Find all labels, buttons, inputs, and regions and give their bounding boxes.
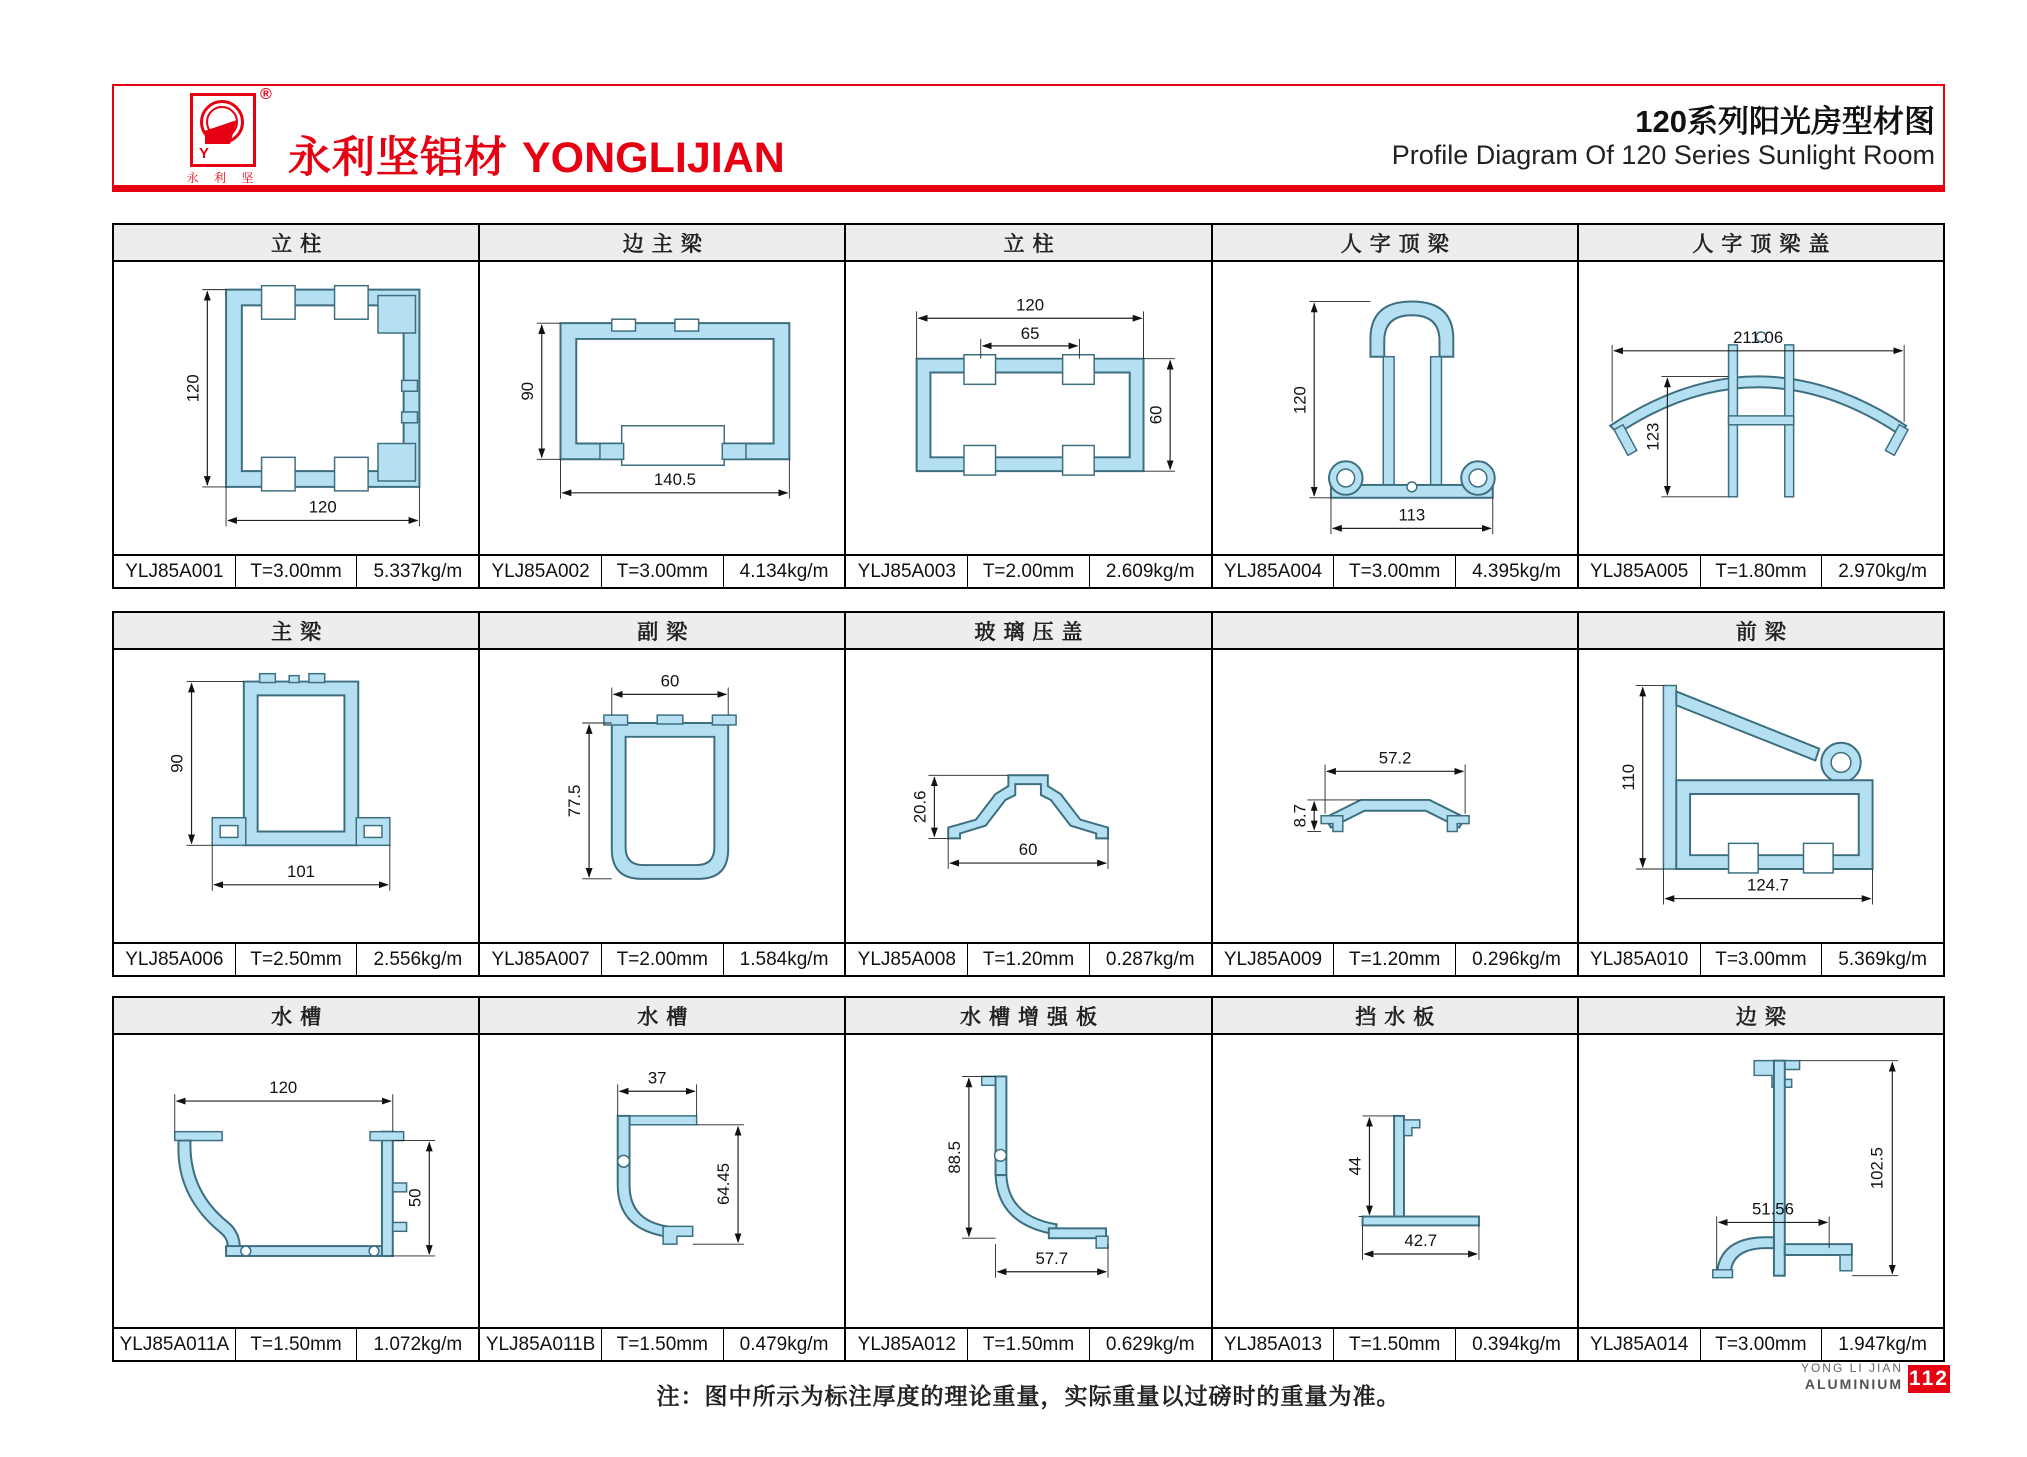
profile-title: 挡水板 bbox=[1213, 998, 1577, 1035]
weight: 0.287kg/m bbox=[1105, 948, 1195, 970]
thickness: T=2.00mm bbox=[602, 944, 724, 975]
profile-cell-a001 bbox=[114, 225, 480, 587]
thickness: T=1.50mm bbox=[602, 1329, 724, 1360]
model-code: YLJ85A013 bbox=[1213, 1329, 1335, 1360]
model-code: YLJ85A011B bbox=[480, 1329, 602, 1360]
model-code: YLJ85A008 bbox=[846, 944, 968, 975]
profile-drawing bbox=[846, 262, 1210, 554]
profile-svg-a009 bbox=[1213, 650, 1577, 942]
profile-spec-row bbox=[1213, 1327, 1577, 1360]
weight: 5.369kg/m bbox=[1838, 948, 1928, 970]
profile-drawing bbox=[846, 650, 1210, 942]
profile-title: 水槽 bbox=[480, 998, 844, 1035]
profile-title: 边主梁 bbox=[480, 225, 844, 262]
profile-svg-a011a bbox=[114, 1035, 478, 1327]
page-footer-brand-line2: ALUMINIUM bbox=[1804, 1375, 1903, 1392]
profile-spec-row bbox=[480, 942, 844, 975]
profile-svg-a005 bbox=[1579, 262, 1943, 554]
profile-cell-a004 bbox=[1213, 225, 1579, 587]
profile-title: 前梁 bbox=[1579, 613, 1943, 650]
profile-title: 主梁 bbox=[114, 613, 478, 650]
profile-cell-a010 bbox=[1579, 613, 1943, 975]
dim-label: 211.06 bbox=[1732, 327, 1783, 347]
brand-name-en: YONGLIJIAN bbox=[522, 134, 785, 182]
profile-drawing bbox=[114, 262, 478, 554]
dim-label: 65 bbox=[1021, 323, 1040, 343]
dim-label: 44 bbox=[1345, 1156, 1365, 1176]
dim-label: 88.5 bbox=[945, 1141, 965, 1174]
profile-cell-a012 bbox=[846, 998, 1212, 1360]
model-code: YLJ85A014 bbox=[1579, 1329, 1701, 1360]
profile-title: 立柱 bbox=[846, 225, 1210, 262]
profile-spec-row bbox=[480, 1327, 844, 1360]
brand-name-cn: 永利坚铝材 bbox=[288, 134, 508, 182]
weight: 5.337kg/m bbox=[373, 560, 463, 582]
weight: 4.134kg/m bbox=[739, 560, 829, 582]
dim-label: 42.7 bbox=[1404, 1231, 1437, 1251]
dim-label: 20.6 bbox=[910, 790, 930, 824]
weight: 0.629kg/m bbox=[1105, 1333, 1195, 1355]
thickness: T=1.50mm bbox=[236, 1329, 358, 1360]
profile-cell-a002 bbox=[480, 225, 846, 587]
logo-small-caption: 永 利 坚 bbox=[186, 171, 260, 185]
profile-spec-row bbox=[114, 1327, 478, 1360]
profile-cell-a003 bbox=[846, 225, 1212, 587]
registered-trademark-icon: ® bbox=[260, 86, 272, 103]
profile-cell-a007 bbox=[480, 613, 846, 975]
model-code: YLJ85A012 bbox=[846, 1329, 968, 1360]
profile-drawing bbox=[1213, 650, 1577, 942]
profile-svg-a014 bbox=[1579, 1035, 1943, 1327]
profile-spec-row bbox=[1579, 554, 1943, 587]
weight: 1.947kg/m bbox=[1838, 1333, 1928, 1355]
profile-cell-a005 bbox=[1579, 225, 1943, 587]
profile-cell-a009 bbox=[1213, 613, 1579, 975]
profile-svg-a010 bbox=[1579, 650, 1943, 942]
profile-svg-a003 bbox=[846, 262, 1210, 554]
thickness: T=3.00mm bbox=[1334, 556, 1456, 587]
profile-drawing bbox=[846, 1035, 1210, 1327]
profile-spec-row bbox=[1213, 942, 1577, 975]
profile-table-row-2 bbox=[112, 611, 1945, 977]
dim-label: 37 bbox=[648, 1068, 667, 1088]
dim-label: 140.5 bbox=[654, 469, 697, 489]
model-code: YLJ85A011A bbox=[114, 1329, 236, 1360]
page-title: 120系列阳光房型材图 bbox=[1635, 104, 1935, 139]
dim-label: 60 bbox=[660, 671, 680, 691]
page-footer-brand bbox=[1801, 1362, 1903, 1392]
profile-svg-a008 bbox=[846, 650, 1210, 942]
profile-spec-row bbox=[846, 1327, 1210, 1360]
dim-label: 120 bbox=[269, 1078, 298, 1098]
profile-cell-a011b bbox=[480, 998, 846, 1360]
thickness: T=2.00mm bbox=[968, 556, 1090, 587]
profile-cell-a008 bbox=[846, 613, 1212, 975]
profile-title: 边梁 bbox=[1579, 998, 1943, 1035]
model-code: YLJ85A001 bbox=[114, 556, 236, 587]
thickness: T=1.20mm bbox=[1334, 944, 1456, 975]
dim-label: 77.5 bbox=[565, 784, 585, 818]
weight: 4.395kg/m bbox=[1472, 560, 1561, 582]
dim-label: 57.2 bbox=[1378, 748, 1412, 768]
thickness: T=1.50mm bbox=[968, 1329, 1090, 1360]
profile-svg-a011b bbox=[480, 1035, 844, 1327]
profile-title bbox=[1213, 613, 1577, 650]
model-code: YLJ85A006 bbox=[114, 944, 236, 975]
header-red-band bbox=[112, 185, 1945, 192]
profile-title: 立柱 bbox=[114, 225, 478, 262]
profile-spec-row bbox=[114, 554, 478, 587]
page-footer-brand-line1: YONG LI JIAN bbox=[1800, 1361, 1903, 1375]
dim-label: 113 bbox=[1398, 505, 1425, 525]
thickness: T=1.20mm bbox=[968, 944, 1090, 975]
model-code: YLJ85A005 bbox=[1579, 556, 1701, 587]
thickness: T=1.80mm bbox=[1701, 556, 1823, 587]
profile-spec-row bbox=[1213, 554, 1577, 587]
page-subtitle: Profile Diagram Of 120 Series Sunlight Room bbox=[1391, 140, 1935, 170]
thickness: T=2.50mm bbox=[236, 944, 358, 975]
profile-spec-row bbox=[1579, 1327, 1943, 1360]
thickness: T=3.00mm bbox=[236, 556, 358, 587]
dim-label: 101 bbox=[287, 861, 316, 881]
profile-svg-a002 bbox=[480, 262, 844, 554]
profile-title: 水槽增强板 bbox=[846, 998, 1210, 1035]
profile-cell-a014 bbox=[1579, 998, 1943, 1360]
dim-label: 123 bbox=[1643, 422, 1663, 451]
company-logo-icon bbox=[190, 93, 256, 167]
profile-spec-row bbox=[846, 942, 1210, 975]
model-code: YLJ85A007 bbox=[480, 944, 602, 975]
profile-svg-a004 bbox=[1213, 262, 1577, 554]
dim-label: 50 bbox=[405, 1188, 425, 1208]
model-code: YLJ85A010 bbox=[1579, 944, 1701, 975]
profile-spec-row bbox=[480, 554, 844, 587]
profile-table-row-3 bbox=[112, 996, 1945, 1362]
profile-svg-a013 bbox=[1213, 1035, 1577, 1327]
profile-drawing bbox=[480, 262, 844, 554]
thickness: T=3.00mm bbox=[1701, 944, 1823, 975]
dim-label: 57.7 bbox=[1035, 1248, 1069, 1268]
dim-label: 124.7 bbox=[1746, 875, 1789, 895]
profile-drawing bbox=[1213, 1035, 1577, 1327]
dim-label: 64.45 bbox=[714, 1162, 734, 1205]
thickness: T=3.00mm bbox=[1701, 1329, 1823, 1360]
dim-label: 60 bbox=[1019, 840, 1038, 860]
profile-drawing bbox=[1213, 262, 1577, 554]
profile-svg-a012 bbox=[846, 1035, 1210, 1327]
weight: 2.609kg/m bbox=[1105, 560, 1195, 582]
dim-label: 51.56 bbox=[1751, 1199, 1794, 1219]
profile-drawing bbox=[480, 650, 844, 942]
weight: 0.394kg/m bbox=[1472, 1333, 1561, 1355]
profile-title: 水槽 bbox=[114, 998, 478, 1035]
profile-drawing bbox=[114, 650, 478, 942]
profile-svg-a001 bbox=[114, 262, 478, 554]
model-code: YLJ85A009 bbox=[1213, 944, 1335, 975]
thickness: T=1.50mm bbox=[1334, 1329, 1456, 1360]
profile-spec-row bbox=[846, 554, 1210, 587]
model-code: YLJ85A003 bbox=[846, 556, 968, 587]
profile-cell-a011a bbox=[114, 998, 480, 1360]
profile-drawing bbox=[1579, 1035, 1943, 1327]
profile-drawing bbox=[1579, 262, 1943, 554]
brand-name bbox=[288, 124, 785, 185]
thickness: T=3.00mm bbox=[602, 556, 724, 587]
dim-label: 102.5 bbox=[1867, 1147, 1887, 1190]
dim-label: 110 bbox=[1618, 763, 1638, 791]
profile-svg-a007 bbox=[480, 650, 844, 942]
dim-label: 120 bbox=[308, 497, 337, 517]
dim-label: 120 bbox=[1289, 386, 1309, 415]
logo-y-letter: Y bbox=[199, 145, 210, 162]
profile-drawing bbox=[1579, 650, 1943, 942]
dim-label: 90 bbox=[518, 381, 538, 401]
profile-spec-row bbox=[114, 942, 478, 975]
weight: 1.584kg/m bbox=[739, 948, 829, 970]
weight: 0.296kg/m bbox=[1472, 948, 1561, 970]
profile-drawing bbox=[114, 1035, 478, 1327]
weight: 1.072kg/m bbox=[373, 1333, 463, 1355]
weight: 2.970kg/m bbox=[1838, 560, 1928, 582]
profile-cell-a013 bbox=[1213, 998, 1579, 1360]
dim-label: 120 bbox=[183, 374, 203, 403]
profile-table-row-1 bbox=[112, 223, 1945, 589]
footnote: 注：图中所示为标注厚度的理论重量，实际重量以过磅时的重量为准。 bbox=[656, 1383, 1401, 1409]
dim-label: 60 bbox=[1146, 405, 1166, 425]
dim-label: 120 bbox=[1016, 295, 1045, 315]
profile-cell-a006 bbox=[114, 613, 480, 975]
weight: 2.556kg/m bbox=[373, 948, 463, 970]
profile-drawing bbox=[480, 1035, 844, 1327]
model-code: YLJ85A002 bbox=[480, 556, 602, 587]
profile-svg-a006 bbox=[114, 650, 478, 942]
profile-title: 副梁 bbox=[480, 613, 844, 650]
weight: 0.479kg/m bbox=[739, 1333, 829, 1355]
model-code: YLJ85A004 bbox=[1213, 556, 1335, 587]
profile-title: 人字顶梁 bbox=[1213, 225, 1577, 262]
profile-title: 玻璃压盖 bbox=[846, 613, 1210, 650]
profile-title: 人字顶梁盖 bbox=[1579, 225, 1943, 262]
page-number-badge: 112 bbox=[1908, 1365, 1950, 1393]
dim-label: 90 bbox=[167, 754, 187, 773]
dim-label: 8.7 bbox=[1289, 804, 1309, 828]
profile-spec-row bbox=[1579, 942, 1943, 975]
